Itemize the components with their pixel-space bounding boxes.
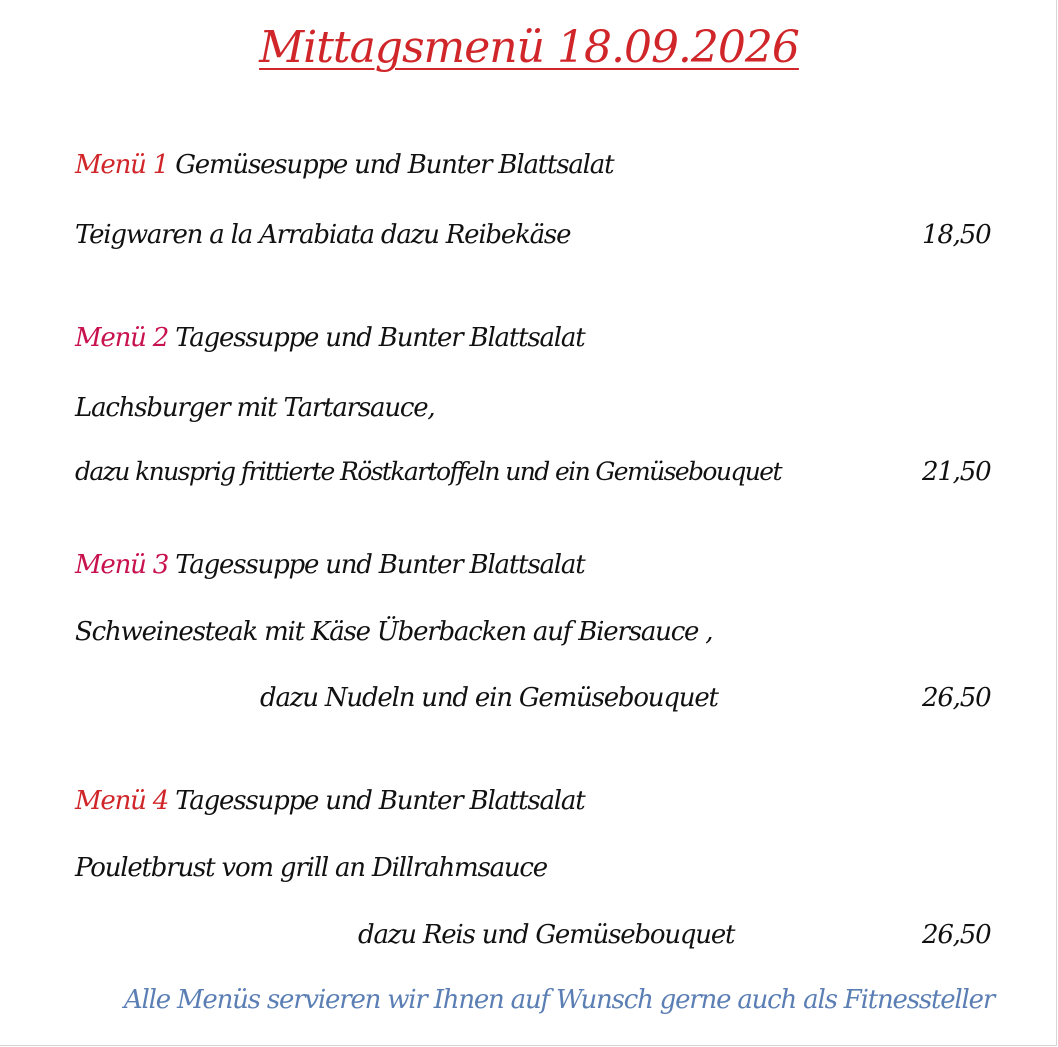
menu-3-price: 26,50 [922, 683, 991, 713]
menu-2-price: 21,50 [922, 457, 991, 487]
menu-1-main: Teigwaren a la Arrabiata dazu Reibekäse [75, 220, 571, 250]
menu-1-price: 18,50 [922, 220, 991, 250]
menu-title: Mittagsmenü 18.09.2026 [259, 22, 799, 73]
menu-2-starter: Tagessuppe und Bunter Blattsalat [175, 323, 585, 353]
menu-1-label: Menü 1 [75, 150, 169, 180]
fitness-note: Alle Menüs servieren wir Ihnen auf Wunsch gerne auch als Fitnessteller [123, 985, 995, 1015]
menu-1-header [75, 150, 613, 180]
menu-3-starter: Tagessuppe und Bunter Blattsalat [175, 550, 585, 580]
menu-4-price: 26,50 [922, 920, 991, 950]
menu-4-label: Menü 4 [75, 786, 169, 816]
menu-3-main: Schweinesteak mit Käse Überbacken auf Biersauce , [75, 617, 713, 647]
menu-1-starter: Gemüsesuppe und Bunter Blattsalat [175, 150, 614, 180]
menu-2-header [75, 323, 584, 353]
menu-4-side: dazu Reis und Gemüsebouquet [358, 920, 735, 950]
menu-3-label: Menü 3 [75, 550, 169, 580]
menu-3-side: dazu Nudeln und ein Gemüsebouquet [260, 683, 718, 713]
menu-4-starter: Tagessuppe und Bunter Blattsalat [175, 786, 585, 816]
menu-2-side: dazu knusprig frittierte Röstkartoffeln und ein Gemüsebouquet [75, 457, 781, 486]
menu-4-main: Pouletbrust vom grill an Dillrahmsauce [75, 853, 547, 883]
menu-2-main: Lachsburger mit Tartarsauce, [75, 393, 435, 423]
menu-4-header [75, 786, 584, 816]
menu-2-label: Menü 2 [75, 323, 169, 353]
menu-3-header [75, 550, 584, 580]
